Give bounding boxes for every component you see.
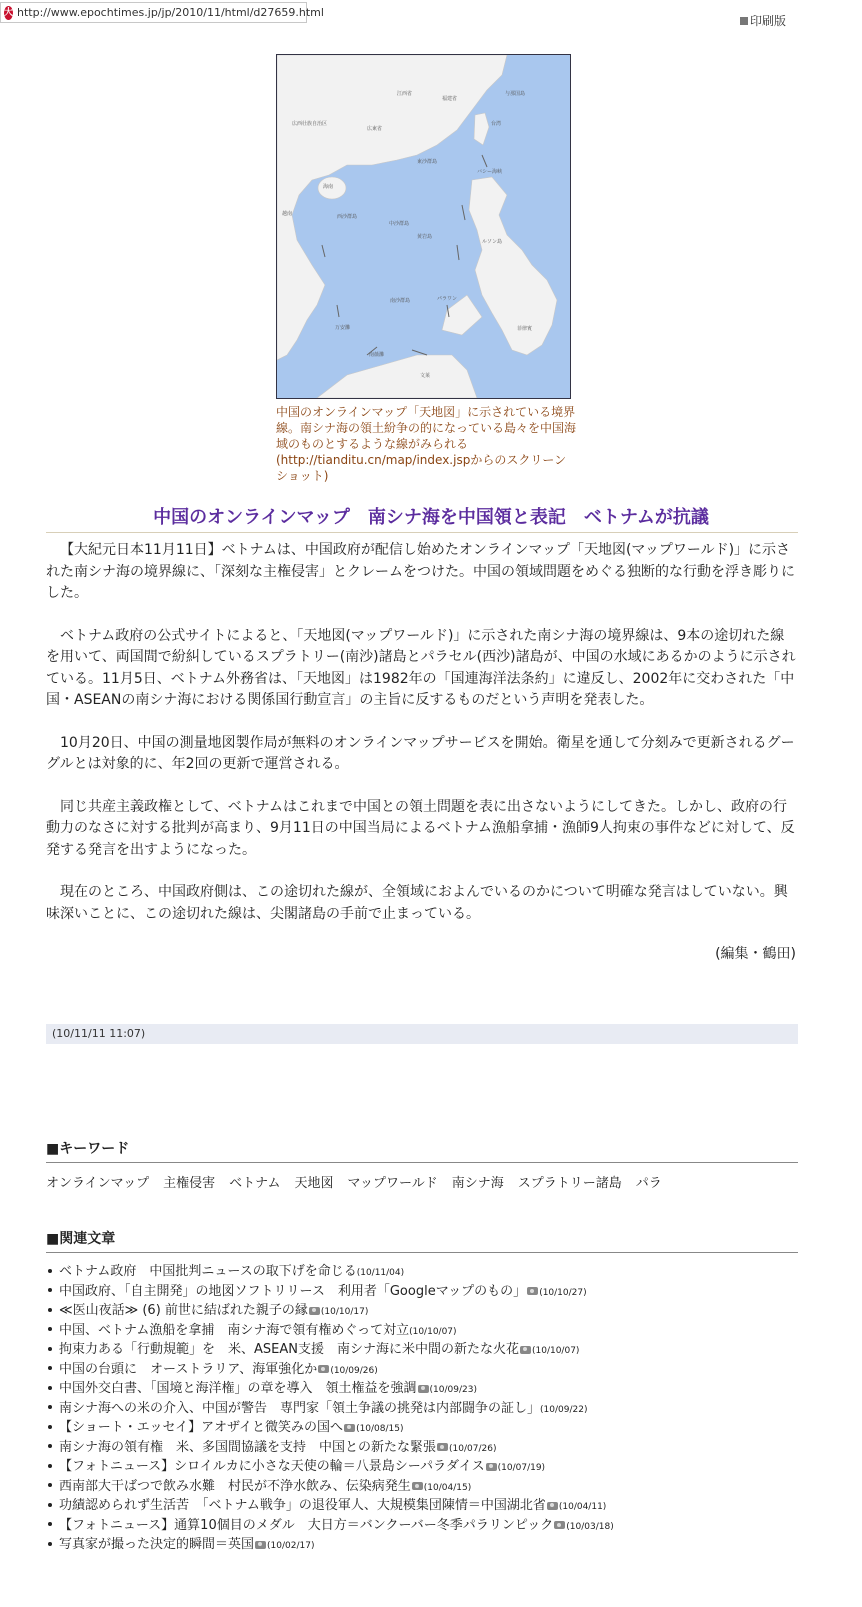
bullet-icon (48, 1288, 52, 1292)
address-bar[interactable] (0, 2, 324, 23)
bullet-icon (48, 1405, 52, 1409)
camera-icon (309, 1307, 320, 1315)
square-icon (740, 17, 748, 25)
article-paragraph: 同じ共産主義政権として、ベトナムはこれまで中国との領土問題を表に出さないようにしてきた。しかし、政府の行動力のなさに対する批判が高まり、9月11日の中国当局によるベトナム漁船拿捕・漁師9人拘束の事件などに対して、反発する発言を出すようになった。 (46, 798, 795, 858)
map-label: 広西壮族自治区 (292, 121, 328, 127)
related-link[interactable]: 【フォトニュース】シロイルカに小さな天使の輪＝八景島シーパラダイス (59, 1459, 485, 1474)
camera-icon (520, 1346, 531, 1354)
print-version-link[interactable] (740, 12, 786, 29)
related-item[interactable] (46, 1535, 806, 1555)
map-label: 越南 (282, 211, 293, 217)
map-label: 江西省 (397, 91, 413, 97)
map-label: 南薇灘 (369, 352, 385, 358)
related-link[interactable]: 拘束力ある「行動規範」を 米、ASEAN支援 南シナ海に米中間の新たな火花 (59, 1342, 519, 1357)
bullet-icon (48, 1366, 52, 1370)
related-item[interactable] (46, 1379, 806, 1399)
related-link[interactable]: 【ショート・エッセイ】アオザイと微笑みの国へ (59, 1420, 344, 1435)
bullet-icon (48, 1386, 52, 1390)
map-label: 中沙群島 (389, 221, 410, 227)
map-label: 海南 (323, 184, 334, 190)
related-item[interactable] (46, 1496, 806, 1516)
keyword-list (46, 1172, 662, 1191)
bullet-icon (48, 1542, 52, 1546)
map-label: 福建省 (442, 96, 458, 102)
bullet-icon (48, 1327, 52, 1331)
camera-icon (255, 1541, 266, 1549)
camera-icon (554, 1521, 565, 1529)
site-logo-icon: 大 (4, 7, 14, 18)
keywords-title: ■キーワード (46, 1141, 130, 1157)
map-caption: 中国のオンラインマップ「天地図」に示されている境界線。南シナ海の領土紛争の的になっている島々を中国海域のものとするような線がみられる(http://tianditu.cn/map/index.jspからのスクリーンショット) (276, 405, 577, 483)
camera-icon (344, 1424, 355, 1432)
keyword-link[interactable]: 天地図 (294, 1176, 334, 1191)
map-label: 菲律賓 (517, 326, 533, 332)
related-date: (10/04/11) (558, 1502, 607, 1512)
print-label: 印刷版 (749, 14, 786, 28)
camera-icon (418, 1385, 429, 1393)
bullet-icon (48, 1483, 52, 1487)
bullet-icon (48, 1347, 52, 1351)
related-date: (10/11/04) (356, 1268, 405, 1278)
camera-icon (412, 1482, 423, 1490)
map-label: パラワン (437, 296, 458, 302)
map-label: 文莱 (420, 373, 431, 379)
headline-divider (46, 532, 798, 533)
article-paragraph: 現在のところ、中国政府側は、この途切れた線が、全領域におよんでいるのかについて明確な発言はしていない。興味深いことに、この途切れた線は、尖閣諸島の手前で止まっている。 (46, 884, 788, 922)
map-label: 台湾 (491, 121, 502, 127)
keyword-link[interactable]: 主権侵害 (163, 1176, 216, 1191)
related-date: (10/08/15) (356, 1424, 404, 1434)
map-label: 与那国島 (505, 91, 526, 97)
map-label: 広東省 (367, 126, 383, 132)
related-link[interactable]: 中国、ベトナム漁船を拿捕 南シナ海で領有権めぐって対立 (59, 1322, 410, 1338)
related-date: (10/02/17) (267, 1541, 315, 1551)
bullet-icon (48, 1269, 52, 1273)
bullet-icon (48, 1503, 52, 1507)
keyword-link[interactable]: スプラトリー諸島 (517, 1176, 622, 1191)
related-link[interactable]: 写真家が撮った決定的瞬間＝英国 (59, 1537, 255, 1552)
related-date: (10/10/27) (539, 1287, 587, 1298)
keyword-link[interactable]: 南シナ海 (451, 1176, 504, 1191)
related-item[interactable] (46, 1282, 806, 1302)
related-item[interactable] (46, 1301, 806, 1321)
timestamp-bar (46, 1024, 798, 1044)
related-item[interactable] (46, 1321, 806, 1341)
related-item[interactable] (46, 1438, 806, 1458)
url-text: http://www.epochtimes.jp/jp/2010/11/html/d27659.html (17, 6, 324, 19)
keyword-link[interactable]: ベトナム (229, 1176, 281, 1191)
camera-icon (486, 1463, 497, 1471)
related-divider (46, 1252, 798, 1253)
article-paragraph: 10月20日、中国の測量地図製作局が無料のオンラインマップサービスを開始。衛星を通して分刻みで更新されるグーグルとは対象的に、年2回の更新で運営される。 (46, 734, 795, 772)
related-link[interactable]: 中国外交白書、「国境と海洋権」の章を導入 領土権益を強調 (59, 1381, 417, 1396)
related-date: (10/04/15) (423, 1482, 472, 1493)
related-link[interactable]: 中国政府、「自主開発」の地図ソフトリリース 利用者「Googleマップのもの」 (59, 1283, 527, 1299)
related-date: (10/07/19) (497, 1463, 546, 1473)
related-list (46, 1262, 806, 1555)
related-date: (10/09/26) (330, 1365, 378, 1376)
article-paragraph: 【大紀元日本11月11日】ベトナムは、中国政府が配信し始めたオンラインマップ「天地図(マップワールド)」に示された南シナ海の境界線に、「深刻な主権侵害」とクレームをつけた。中国の領域問題をめぐる独断的な行動を浮き彫りにした。 (46, 542, 795, 601)
related-title: ■関連文章 (46, 1231, 116, 1247)
related-date: (10/07/26) (449, 1443, 497, 1454)
keywords-divider (46, 1162, 798, 1163)
map-svg (277, 55, 570, 398)
camera-icon (437, 1443, 448, 1451)
keyword-link[interactable]: マップワールド (347, 1176, 438, 1191)
related-link[interactable]: 南シナ海への米の介入、中国が警告 専門家「領土争議の挑発は内部闘争の証し」 (59, 1400, 541, 1416)
related-link[interactable]: ≪医山夜話≫ (6) 前世に結ばれた親子の縁 (59, 1303, 308, 1318)
article-headline: 中国のオンラインマップ 南シナ海を中国領と表記 ベトナムが抗議 (153, 507, 709, 528)
map-label: バシー海峡 (477, 169, 503, 175)
related-date: (10/09/23) (429, 1385, 477, 1395)
map-label: 万安灘 (335, 325, 351, 331)
bullet-icon (48, 1308, 52, 1312)
camera-icon (527, 1287, 538, 1295)
map-label: ルソン島 (482, 239, 503, 245)
byline: (編集・鶴田) (715, 946, 796, 962)
timestamp: (10/11/11 11:07) (52, 1027, 146, 1040)
bullet-icon (48, 1444, 52, 1448)
related-date: (10/03/18) (566, 1521, 614, 1532)
related-item[interactable] (46, 1516, 806, 1536)
related-link[interactable]: 中国の台頭に オーストラリア、海軍強化か (59, 1361, 318, 1377)
related-date: (10/10/17) (320, 1307, 369, 1317)
bullet-icon (48, 1464, 52, 1468)
related-link[interactable]: 功績認められず生活苦 「ベトナム戦争」の退役軍人、大規模集団陳情＝中国湖北省 (59, 1498, 546, 1513)
map-image (276, 54, 571, 399)
related-link[interactable]: 西南部大干ばつで飲み水難 村民が不浄水飲み、伝染病発生 (59, 1478, 411, 1494)
related-link[interactable]: ベトナム政府 中国批判ニュースの取下げを命じる (59, 1264, 357, 1279)
related-date: (10/10/07) (531, 1346, 580, 1356)
map-label: 西沙群島 (337, 214, 358, 220)
article-body (46, 540, 798, 946)
related-item[interactable] (46, 1262, 806, 1282)
article-paragraph: ベトナム政府の公式サイトによると、「天地図(マップワールド)」に示された南シナ海の境界線は、9本の途切れた線を用いて、両国間で紛糾しているスプラトリー(南沙)諸島とパラセル(西沙)諸島が、中国の水域にあるかのように示されている。11月5日、ベトナム外務省は、「天地図」は1982年の「国連海洋法条約」に違反し、2002年に交わされた「中国・ASEANの南シナ海における関係国行動宣言」の主旨に反するものだという声明を発表した。 (46, 627, 796, 708)
related-item[interactable] (46, 1340, 806, 1360)
map-label: 南沙群島 (390, 298, 411, 304)
related-date: (10/09/22) (540, 1404, 588, 1415)
related-item[interactable] (46, 1477, 806, 1497)
related-item[interactable] (46, 1399, 806, 1419)
related-item[interactable] (46, 1360, 806, 1380)
related-item[interactable] (46, 1457, 806, 1477)
map-label: 黄岩島 (417, 234, 433, 240)
keyword-link[interactable]: パラ (635, 1176, 662, 1191)
map-label: 東沙群島 (417, 159, 438, 165)
camera-icon (318, 1365, 329, 1373)
related-link[interactable]: 南シナ海の領有権 米、多国間協議を支持 中国との新たな緊張 (59, 1439, 437, 1455)
bullet-icon (48, 1425, 52, 1429)
related-item[interactable] (46, 1418, 806, 1438)
bullet-icon (48, 1522, 52, 1526)
keyword-link[interactable]: オンラインマップ (46, 1176, 150, 1191)
related-link[interactable]: 【フォトニュース】通算10個目のメダル 大日方＝バンクーバー冬季パラリンピック (59, 1517, 554, 1533)
camera-icon (547, 1502, 558, 1510)
related-date: (10/10/07) (409, 1326, 457, 1337)
